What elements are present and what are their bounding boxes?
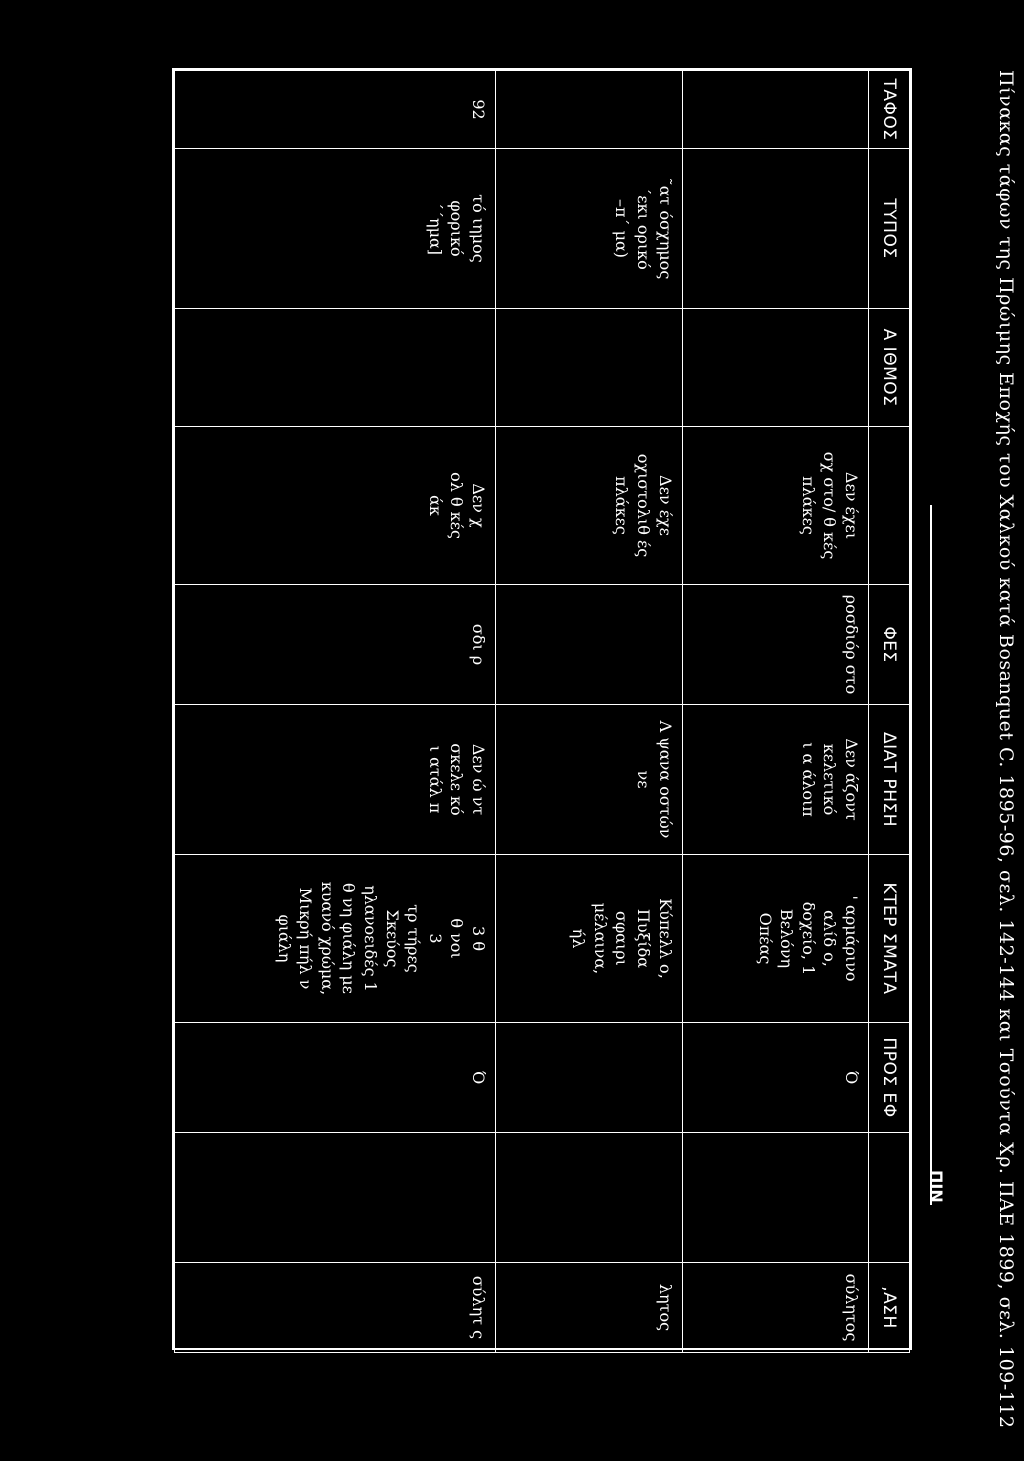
cell-line: πλάκες [612, 476, 632, 535]
cell-line: ολ θ κές [447, 472, 467, 539]
cell-extra [682, 1133, 868, 1263]
cell-line: Κύπελλ ο, [655, 898, 675, 979]
cell-line: σφαιρι [612, 911, 632, 966]
cell-line: 3 θ [469, 926, 489, 951]
cell-line: Δεν έχε [655, 475, 675, 536]
tombs-table [172, 68, 912, 1350]
table-row [175, 71, 496, 1353]
header-blank-2 [869, 1133, 910, 1263]
cell-looting [682, 1263, 868, 1353]
cell-tomb [682, 71, 868, 149]
header-burials: ΦΕΣ [869, 585, 910, 705]
cell-line: –π΄ μα) [612, 198, 632, 259]
cell-line: σκελε κό [447, 743, 467, 816]
cell-line: ΄εκι ορικό [633, 187, 653, 270]
cell-orientation [682, 1023, 868, 1133]
table-row [496, 71, 682, 1353]
cell-walls [496, 427, 682, 585]
cell-line: Οπέας [755, 912, 775, 965]
header-tomb: ΤΑΦΟΣ [869, 71, 910, 149]
cell-extra [496, 1133, 682, 1263]
cell-tomb [496, 71, 682, 149]
cell-line: Πυξίδα [633, 908, 653, 969]
cell-line: ΄΄ημα] [425, 201, 445, 256]
cell-line: αλίδ ο, [820, 910, 840, 967]
cell-extra [175, 1133, 496, 1263]
cell-line: 92 [469, 99, 489, 120]
cell-line: Σκεύος [382, 909, 402, 968]
cell-type [682, 149, 868, 309]
cell-burials [175, 585, 496, 705]
cell-line: Βελόνη [777, 908, 797, 969]
cell-line: δοχείο, 1 [798, 901, 818, 976]
cell-line: φιάλη [274, 914, 294, 963]
header-type: ΤΥΠΟΣ [869, 149, 910, 309]
cell-preservation [175, 705, 496, 855]
cell-number [175, 309, 496, 427]
header-preservation: ΔΙΑΤ ΡΗΣΗ [869, 705, 910, 855]
cell-line: Λ ψανα οστών [655, 720, 675, 839]
cell-type [496, 149, 682, 309]
cell-line: ι ατάλ π [425, 745, 445, 814]
cell-line: ˜ατ όσχημος [655, 177, 675, 280]
cell-line: φορικό [447, 200, 467, 257]
header-row [869, 71, 910, 1353]
cell-line: ήλ [569, 928, 589, 949]
header-number: Α ΙΘΜΟΣ [869, 309, 910, 427]
cell-type [175, 149, 496, 309]
header-grave-goods: ΚΤΕΡ ΣΜΑΤΑ [869, 855, 910, 1023]
cell-line: οχιστολιθ ές [633, 453, 653, 558]
cell-line: Ό [842, 1070, 861, 1085]
cell-line: τρ τήρες [404, 904, 424, 973]
cell-line: θ νη φιάλη με [339, 883, 359, 994]
header-looting: ,ΑΣΗ [869, 1263, 910, 1353]
header-blank-1 [869, 427, 910, 585]
table-row [682, 71, 868, 1353]
cell-line: ροσδιόρ στο [842, 594, 861, 695]
cell-number [682, 309, 868, 427]
cell-line: σχ στο/ θ κές [820, 451, 840, 560]
cell-line: Δεν άζοντ [842, 738, 861, 821]
cell-line: Δεν έχει [842, 471, 861, 540]
cell-orientation [496, 1023, 682, 1133]
cell-looting [175, 1263, 496, 1353]
cell-preservation [682, 705, 868, 855]
cell-line: πλάκες [798, 476, 818, 535]
cell-line: τό ιημος [469, 194, 489, 263]
cell-line: Δεν χ [469, 483, 489, 528]
cell-line: σύλητ ς [469, 1275, 489, 1340]
cell-walls [175, 427, 496, 585]
cell-line: Ό [469, 1070, 489, 1085]
cell-line: κυανό χρώμα, [317, 881, 337, 996]
cell-line: μέλαινα, [590, 902, 610, 975]
cell-preservation [496, 705, 682, 855]
cell-line: σύλητος [842, 1273, 861, 1342]
cell-line: νε [633, 770, 653, 789]
cell-orientation [175, 1023, 496, 1133]
header-orientation: ΠΡΟΣ ΕΦ [869, 1023, 910, 1133]
cell-line: Μικρή πήλ ν [296, 887, 316, 990]
cell-tomb [175, 71, 496, 149]
cell-number [496, 309, 682, 427]
cell-line: κελετικό [820, 743, 840, 816]
cell-line: θ νοι [447, 918, 467, 959]
cell-burials [682, 585, 868, 705]
cell-line: Δεν ώ ντ [469, 743, 489, 816]
cell-line: ηλανοειδές 1 [361, 885, 381, 992]
cell-line: λητος [655, 1283, 675, 1332]
cell-grave-goods [682, 855, 868, 1023]
cell-grave-goods [175, 855, 496, 1023]
cell-line: ' αρμάρινο [842, 895, 861, 982]
header-rule [916, 505, 932, 1205]
table-caption: Πίνακας τάφων της Πρώιμης Εποχής του Χαλκού κατά Bosanquet C. 1895-96, σελ. 142-144 και Τσούντα Χρ. ΠΑΕ 1899, σελ. 109-112 [995, 70, 1017, 1429]
cell-line: 3 [425, 933, 445, 944]
corner-label: ΠΙΝ [927, 1170, 946, 1203]
cell-grave-goods [496, 855, 682, 1023]
cell-line: άκ [425, 495, 445, 516]
cell-line: ι α άλοιπ [798, 742, 818, 817]
cell-burials [496, 585, 682, 705]
cell-walls [682, 427, 868, 585]
cell-looting [496, 1263, 682, 1353]
cell-line: σδι ρ [469, 623, 489, 666]
